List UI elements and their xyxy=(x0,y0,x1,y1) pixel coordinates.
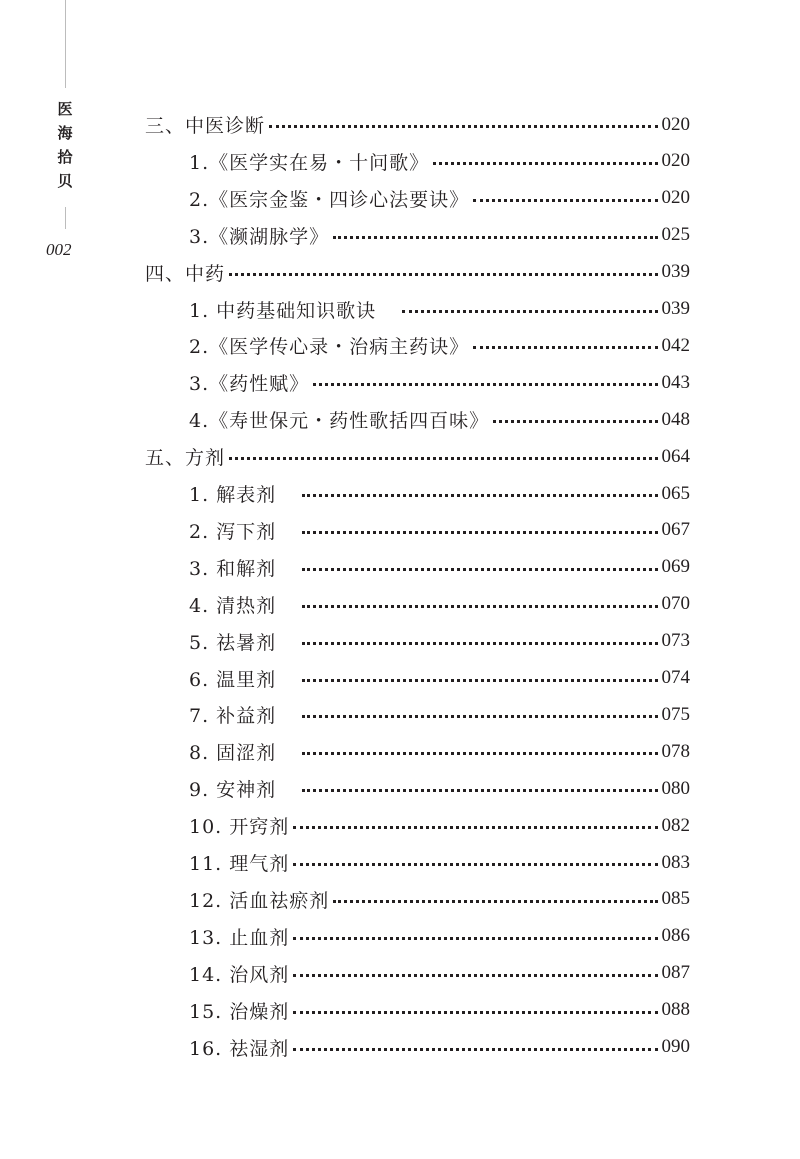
toc-entry-title: 12. 活血祛瘀剂 xyxy=(189,889,330,912)
toc-entry[interactable] xyxy=(189,955,690,992)
toc-entry[interactable] xyxy=(189,512,690,549)
toc-dot-leader xyxy=(302,715,657,718)
toc-page-number: 075 xyxy=(661,703,690,725)
toc-page-number: 042 xyxy=(661,334,690,356)
toc-entry[interactable] xyxy=(189,364,690,401)
toc-entry-title: 13. 止血剂 xyxy=(189,926,290,949)
toc-entry[interactable] xyxy=(189,623,690,660)
toc-entry-title: 3.《药性赋》 xyxy=(189,373,310,396)
toc-page-number: 039 xyxy=(661,261,690,283)
toc-entry-title: 2.《医宗金鉴・四诊心法要诀》 xyxy=(189,188,470,211)
toc-entry[interactable] xyxy=(189,180,690,217)
toc-entry-title: 四、中药 xyxy=(145,262,226,285)
toc-dot-leader xyxy=(302,789,657,792)
toc-page-number: 074 xyxy=(661,667,690,688)
toc-entry[interactable] xyxy=(189,807,690,844)
toc-dot-leader xyxy=(229,457,657,460)
toc-page-number: 039 xyxy=(661,298,690,319)
toc-dot-leader xyxy=(333,236,657,239)
toc-entry[interactable] xyxy=(189,327,690,364)
toc-page-number: 043 xyxy=(661,371,690,393)
toc-entry-title: 5. 祛暑剂 xyxy=(189,631,277,654)
toc-entry-title: 6. 温里剂 xyxy=(189,668,277,691)
book-title-char: 贝 xyxy=(57,172,73,190)
toc-section[interactable] xyxy=(145,254,690,291)
toc-section[interactable] xyxy=(145,106,690,143)
toc-page-number: 025 xyxy=(661,224,690,246)
toc-entry-title: 三、中医诊断 xyxy=(145,115,266,137)
toc-entry[interactable] xyxy=(189,918,690,955)
toc-dot-leader xyxy=(293,1011,657,1014)
toc-page-number: 020 xyxy=(661,113,690,135)
toc-dot-leader xyxy=(302,642,657,645)
toc-entry-title: 16. 祛湿剂 xyxy=(189,1037,290,1060)
toc-page-number: 073 xyxy=(661,630,690,652)
toc-entry-title: 4.《寿世保元・药性歌括四百味》 xyxy=(189,410,490,433)
toc-dot-leader xyxy=(333,900,657,903)
toc-dot-leader xyxy=(293,937,657,940)
toc-page-number: 082 xyxy=(661,814,690,836)
toc-page-number: 088 xyxy=(661,999,690,1021)
margin-rule-top xyxy=(65,0,66,88)
toc-dot-leader xyxy=(302,494,657,497)
toc-entry[interactable] xyxy=(189,844,690,881)
book-title-vertical xyxy=(53,97,77,193)
toc-entry-title: 4. 清热剂 xyxy=(189,594,277,617)
toc-entry[interactable] xyxy=(189,217,690,254)
toc-dot-leader xyxy=(473,199,657,202)
toc-entry[interactable] xyxy=(189,475,690,512)
toc-page-number: 080 xyxy=(661,777,690,799)
toc-entry[interactable] xyxy=(189,770,690,807)
toc-page-number: 085 xyxy=(661,888,690,910)
toc-entry-title: 10. 开窍剂 xyxy=(189,816,290,839)
toc-dot-leader xyxy=(229,273,657,276)
toc-entry-title: 1. 解表剂 xyxy=(189,484,277,506)
toc-entry[interactable] xyxy=(189,733,690,770)
book-title-char: 医 xyxy=(57,100,73,118)
toc-page-number: 065 xyxy=(661,482,690,504)
toc-entry[interactable] xyxy=(189,549,690,586)
toc-page-number: 069 xyxy=(661,556,690,578)
toc-entry-title: 2.《医学传心录・治病主药诀》 xyxy=(189,336,470,359)
toc-dot-leader xyxy=(293,863,657,866)
toc-page-number: 070 xyxy=(661,593,690,615)
toc-entry-title: 五、方剂 xyxy=(145,447,226,470)
toc-entry[interactable] xyxy=(189,992,690,1029)
toc-dot-leader xyxy=(302,568,657,571)
toc-entry[interactable] xyxy=(189,1029,690,1066)
toc-entry[interactable] xyxy=(189,143,690,180)
toc-dot-leader xyxy=(313,383,657,386)
toc-entry-title: 2. 泻下剂 xyxy=(189,520,277,543)
toc-entry-title: 1.《医学实在易・十问歌》 xyxy=(189,151,430,174)
margin-rule-bottom xyxy=(65,207,66,229)
toc-page-number: 087 xyxy=(661,962,690,984)
toc-page-number: 090 xyxy=(661,1036,690,1057)
toc-entry-title: 3. 和解剂 xyxy=(189,557,277,580)
toc-entry-title: 8. 固涩剂 xyxy=(189,742,277,765)
toc-entry-title: 3.《濒湖脉学》 xyxy=(189,225,330,248)
toc-page-number: 078 xyxy=(661,740,690,762)
toc-dot-leader xyxy=(302,679,657,682)
toc-entry[interactable] xyxy=(189,696,690,733)
toc-dot-leader xyxy=(269,125,657,128)
toc-dot-leader xyxy=(302,752,657,755)
toc-entry-title: 15. 治燥剂 xyxy=(189,1000,290,1023)
toc-entry-title: 1. 中药基础知识歌诀 xyxy=(189,299,377,322)
toc-entry-title: 14. 治风剂 xyxy=(189,963,290,986)
toc-page-number: 067 xyxy=(661,519,690,541)
toc-page-number: 064 xyxy=(661,445,690,467)
toc-entry[interactable] xyxy=(189,586,690,623)
toc-dot-leader xyxy=(293,1048,657,1051)
toc-dot-leader xyxy=(493,420,657,423)
toc-entry-title: 9. 安神剂 xyxy=(189,779,277,802)
toc-page-number: 020 xyxy=(661,150,690,172)
toc-section[interactable] xyxy=(145,438,690,475)
toc-dot-leader xyxy=(433,162,657,165)
toc-dot-leader xyxy=(402,310,657,313)
page-number: 002 xyxy=(46,240,72,259)
toc-dot-leader xyxy=(302,605,657,608)
toc-entry[interactable] xyxy=(189,881,690,918)
toc-entry-title: 11. 理气剂 xyxy=(189,853,290,875)
toc-entry[interactable] xyxy=(189,401,690,438)
toc-dot-leader xyxy=(293,826,657,829)
toc-page-number: 083 xyxy=(661,851,690,873)
toc-page-number: 020 xyxy=(661,187,690,209)
toc-dot-leader xyxy=(293,974,657,977)
book-title-char: 拾 xyxy=(57,148,73,166)
toc-page-number: 048 xyxy=(661,408,690,430)
book-title-char: 海 xyxy=(57,124,73,142)
toc-entry[interactable] xyxy=(189,660,690,697)
toc-dot-leader xyxy=(473,346,657,349)
toc-dot-leader xyxy=(302,531,657,534)
toc-page-number: 086 xyxy=(661,925,690,947)
toc-entry-title: 7. 补益剂 xyxy=(189,705,277,728)
toc-entry[interactable] xyxy=(189,291,690,328)
